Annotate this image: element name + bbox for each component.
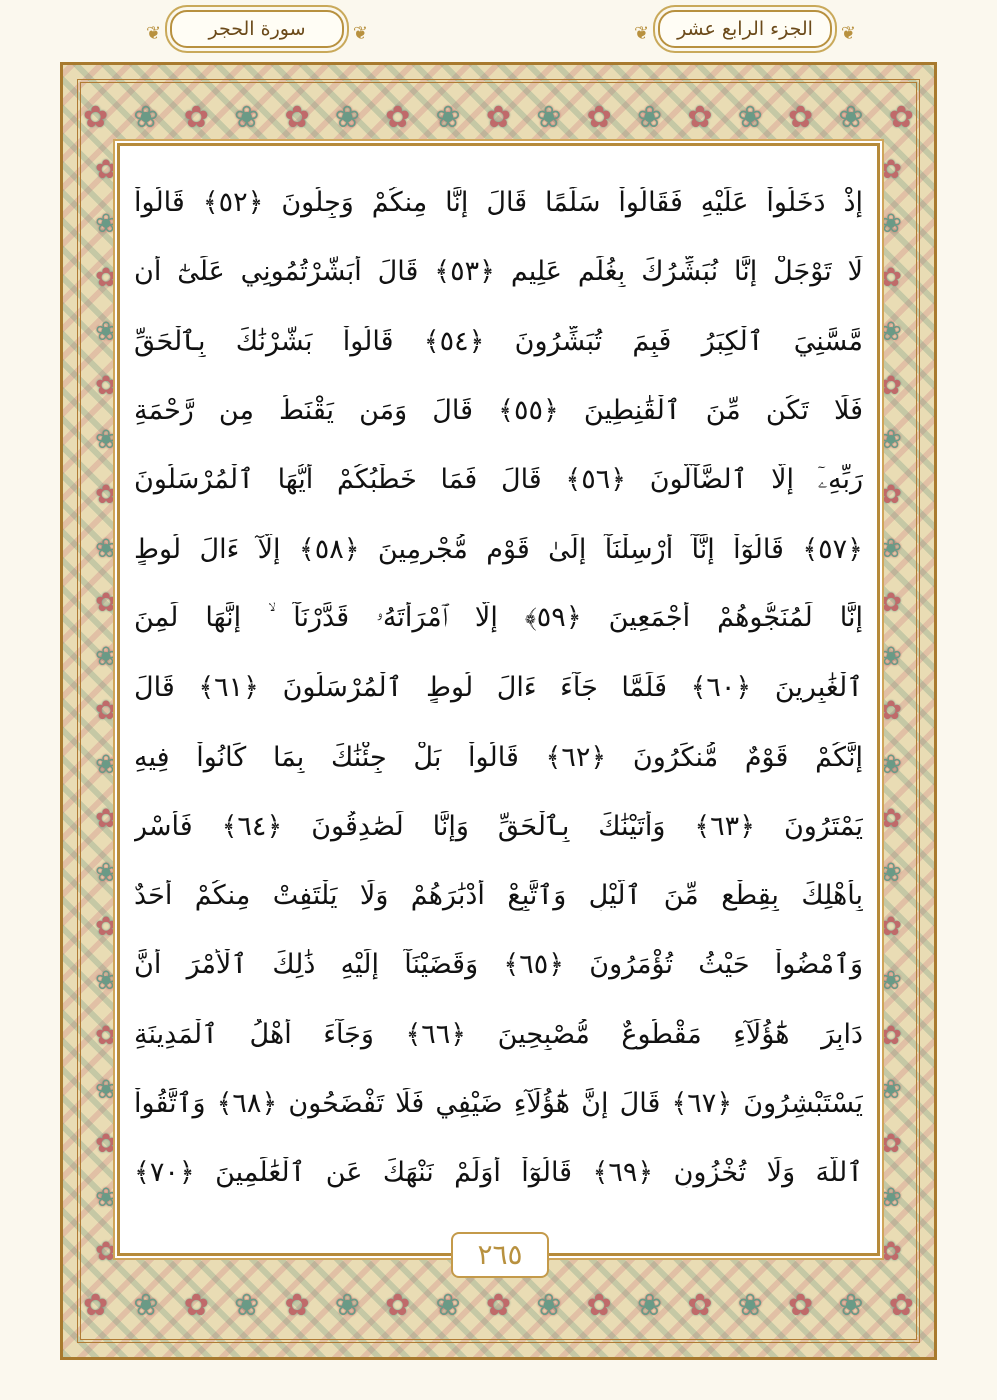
- flower-ornament-icon: ❀: [435, 1287, 461, 1323]
- flower-ornament-icon: ✿: [95, 695, 117, 726]
- flower-ornament-icon: ❀: [234, 1287, 260, 1323]
- flower-ornament-icon: ❀: [880, 533, 902, 564]
- flower-ornament-icon: ✿: [95, 371, 117, 402]
- flower-ornament-icon: ❀: [880, 425, 902, 456]
- flower-ornament-icon: ❀: [133, 99, 159, 135]
- flower-ornament-icon: ✿: [880, 1020, 902, 1051]
- flower-ornament-icon: ❀: [737, 1287, 763, 1323]
- flower-ornament-icon: ✿: [83, 1287, 109, 1323]
- verse-line-text: إِنَّا لَمُنَجُّوهُمْ أَجْمَعِينَ ﴿٥٩﴾ إِلَّا ٱمْرَأَتَهُۥ قَدَّرْنَآ ۙ إِنَّهَا لَمِنَ: [134, 602, 863, 634]
- flower-ornament-icon: ❀: [95, 425, 117, 456]
- surah-label: [146, 10, 368, 48]
- flower-ornament-icon: ✿: [183, 99, 209, 135]
- verse-line: [134, 653, 863, 722]
- verse-line-text: رَبِّهِۦٓ إِلَّا ٱلضَّآلُّونَ ﴿٥٦﴾ قَالَ فَمَا خَطْبُكُمْ أَيُّهَا ٱلْمُرْسَلُونَ: [134, 463, 863, 495]
- flower-ornament-icon: ❀: [536, 1287, 562, 1323]
- verse-line: [134, 514, 863, 583]
- flower-ornament-icon: ✿: [284, 1287, 310, 1323]
- flower-ornament-icon: ❀: [133, 1287, 159, 1323]
- verse-line: [134, 1000, 863, 1069]
- flower-ornament-icon: ❀: [636, 99, 663, 135]
- flower-ornament-icon: ❀: [334, 1287, 360, 1323]
- text-panel: [117, 143, 880, 1256]
- verse-line: [134, 237, 863, 306]
- flower-ornament-icon: ❀: [95, 533, 117, 564]
- flower-ornament-icon: ❀: [234, 99, 260, 135]
- flourish-icon: ❦: [634, 23, 650, 44]
- flower-ornament-icon: ✿: [485, 99, 512, 135]
- flourish-icon: ❦: [146, 23, 162, 44]
- verse-line-text: ٱللَّهَ وَلَا تُخْزُونِ ﴿٦٩﴾ قَالُوٓاْ أَوَلَمْ نَنْهَكَ عَنِ ٱلْعَٰلَمِينَ ﴿٧٠﴾: [134, 1157, 863, 1189]
- flower-ornament-icon: ✿: [385, 1287, 411, 1323]
- flower-ornament-icon: ✿: [880, 479, 902, 510]
- flower-ornament-icon: ✿: [687, 1287, 713, 1323]
- verse-line: [134, 307, 863, 376]
- flower-ornament-icon: ✿: [385, 99, 411, 135]
- flower-ornament-icon: ✿: [788, 1287, 814, 1323]
- verse-line: [134, 584, 863, 653]
- verse-line-text: ﴿٥٧﴾ قَالُوٓاْ إِنَّآ أُرْسِلْنَآ إِلَىٰ قَوْمٍ مُّجْرِمِينَ ﴿٥٨﴾ إِلَّآ ءَالَ لُوطٍ: [134, 533, 863, 565]
- flower-ornament-icon: ❀: [838, 99, 864, 135]
- verse-line-text: ٱلْغَٰبِرِينَ ﴿٦٠﴾ فَلَمَّا جَآءَ ءَالَ لُوطٍ ٱلْمُرْسَلُونَ ﴿٦١﴾ قَالَ: [134, 672, 863, 704]
- surah-label-text: سورة الحجر: [208, 18, 306, 40]
- flower-ornament-icon: ✿: [586, 1287, 612, 1323]
- flower-ornament-icon: ❀: [95, 209, 117, 240]
- flower-ornament-icon: ❀: [880, 641, 902, 672]
- verse-line-text: مَّسَّنِيَ ٱلْكِبَرُ فَبِمَ تُبَشِّرُونَ ﴿٥٤﴾ قَالُواْ بَشَّرْنَٰكَ بِٱلْحَقِّ: [134, 325, 863, 357]
- flower-ornament-icon: ✿: [95, 263, 117, 294]
- flower-ornament-icon: ✿: [880, 804, 902, 835]
- flower-ornament-icon: ❀: [95, 1074, 117, 1105]
- flower-ornament-icon: ❀: [880, 966, 902, 997]
- verse-line: [134, 1069, 863, 1138]
- ornament-border-top: [83, 87, 914, 147]
- flower-ornament-icon: ❀: [737, 99, 763, 135]
- verse-line: [134, 722, 863, 791]
- ornament-border-bottom: [83, 1275, 914, 1335]
- flower-ornament-icon: ❀: [95, 641, 117, 672]
- flower-ornament-icon: ❀: [95, 858, 117, 889]
- flower-ornament-icon: ✿: [687, 99, 713, 135]
- verse-line: [134, 376, 863, 445]
- flower-ornament-icon: ❀: [880, 1182, 902, 1213]
- verse-line: [134, 1138, 863, 1207]
- verse-line: [134, 792, 863, 861]
- flower-ornament-icon: ❀: [880, 750, 902, 781]
- flower-ornament-icon: ❀: [95, 1182, 117, 1213]
- verse-line-text: وَٱمْضُواْ حَيْثُ تُؤْمَرُونَ ﴿٦٥﴾ وَقَضَيْنَآ إِلَيْهِ ذَٰلِكَ ٱلْأَمْرَ أَنَّ: [134, 949, 863, 981]
- flower-ornament-icon: ✿: [284, 99, 310, 135]
- flower-ornament-icon: ❀: [880, 1074, 902, 1105]
- flower-ornament-icon: ✿: [880, 155, 902, 185]
- flower-ornament-icon: ✿: [586, 99, 612, 135]
- flower-ornament-icon: ✿: [95, 1020, 117, 1051]
- flower-ornament-icon: ✿: [880, 1236, 902, 1267]
- flower-ornament-icon: ✿: [95, 155, 117, 185]
- verse-line: [134, 861, 863, 930]
- flower-ornament-icon: ✿: [95, 1128, 117, 1159]
- verse-line: [134, 168, 863, 237]
- flourish-icon: ❦: [352, 23, 368, 44]
- verse-line-text: يَمْتَرُونَ ﴿٦٣﴾ وَأَتَيْنَٰكَ بِٱلْحَقِّ وَإِنَّا لَصَٰدِقُونَ ﴿٦٤﴾ فَأَسْرِ: [134, 810, 863, 842]
- flower-ornament-icon: ✿: [95, 479, 117, 510]
- verse-line-text: إِنَّكُمْ قَوْمٌ مُّنكَرُونَ ﴿٦٢﴾ قَالُواْ بَلْ جِئْنَٰكَ بِمَا كَانُواْ فِيهِ: [134, 741, 863, 773]
- juz-label: [634, 10, 856, 48]
- flower-ornament-icon: ❀: [435, 99, 461, 135]
- flower-ornament-icon: ❀: [536, 99, 562, 135]
- flower-ornament-icon: ✿: [95, 912, 117, 943]
- verse-line-text: إِذْ دَخَلُواْ عَلَيْهِ فَقَالُواْ سَلَٰمًا قَالَ إِنَّا مِنكُمْ وَجِلُونَ ﴿٥٢﴾ قَالُواْ: [134, 187, 863, 219]
- verse-line-text: بِأَهْلِكَ بِقِطْعٍ مِّنَ ٱلَّيْلِ وَٱتَّبِعْ أَدْبَٰرَهُمْ وَلَا يَلْتَفِتْ مِنكُمْ أَحَدٌ: [134, 880, 863, 912]
- verse-line: [134, 930, 863, 999]
- flower-ornament-icon: ❀: [334, 99, 360, 135]
- flower-ornament-icon: ❀: [880, 317, 902, 348]
- flower-ornament-icon: ❀: [880, 209, 902, 240]
- flower-ornament-icon: ✿: [83, 99, 109, 135]
- flower-ornament-icon: ✿: [880, 371, 902, 402]
- flower-ornament-icon: ❀: [95, 966, 117, 997]
- flower-ornament-icon: ❀: [95, 317, 117, 348]
- flower-ornament-icon: ✿: [888, 1287, 914, 1323]
- flower-ornament-icon: ✿: [880, 1128, 902, 1159]
- flourish-icon: ❦: [840, 23, 856, 44]
- flower-ornament-icon: ❀: [838, 1287, 864, 1323]
- flower-ornament-icon: ✿: [880, 587, 902, 618]
- flower-ornament-icon: ✿: [183, 1287, 209, 1323]
- verse-line: [134, 445, 863, 514]
- flower-ornament-icon: ❀: [636, 1287, 663, 1323]
- flower-ornament-icon: ✿: [880, 695, 902, 726]
- verse-line-text: دَابِرَ هَٰٓؤُلَآءِ مَقْطُوعٌ مُّصْبِحِينَ ﴿٦٦﴾ وَجَآءَ أَهْلُ ٱلْمَدِينَةِ: [134, 1018, 863, 1050]
- flower-ornament-icon: ✿: [888, 99, 914, 135]
- verse-lines: [120, 168, 877, 1207]
- flower-ornament-icon: ✿: [95, 804, 117, 835]
- flower-ornament-icon: ❀: [880, 858, 902, 889]
- flower-ornament-icon: ✿: [880, 263, 902, 294]
- verse-line-text: لَا تَوْجَلْ إِنَّا نُبَشِّرُكَ بِغُلَٰمٍ عَلِيمٍ ﴿٥٣﴾ قَالَ أَبَشَّرْتُمُونِي عَلَىٰٓ أَن: [134, 256, 863, 288]
- flower-ornament-icon: ❀: [95, 750, 117, 781]
- verse-line-text: فَلَا تَكُن مِّنَ ٱلْقَٰنِطِينَ ﴿٥٥﴾ قَالَ وَمَن يَقْنَطُ مِن رَّحْمَةِ: [134, 395, 863, 427]
- verse-line-text: يَسْتَبْشِرُونَ ﴿٦٧﴾ قَالَ إِنَّ هَٰٓؤُلَآءِ ضَيْفِي فَلَا تَفْضَحُونِ ﴿٦٨﴾ وَٱتَّقُواْ: [134, 1088, 863, 1119]
- flower-ornament-icon: ✿: [788, 99, 814, 135]
- flower-ornament-icon: ✿: [95, 1236, 117, 1267]
- flower-ornament-icon: ✿: [95, 587, 117, 618]
- flower-ornament-icon: ✿: [880, 912, 902, 943]
- page-number: ٢٦٥: [451, 1232, 549, 1278]
- juz-label-text: الجزء الرابع عشر: [677, 18, 813, 40]
- flower-ornament-icon: ✿: [485, 1287, 512, 1323]
